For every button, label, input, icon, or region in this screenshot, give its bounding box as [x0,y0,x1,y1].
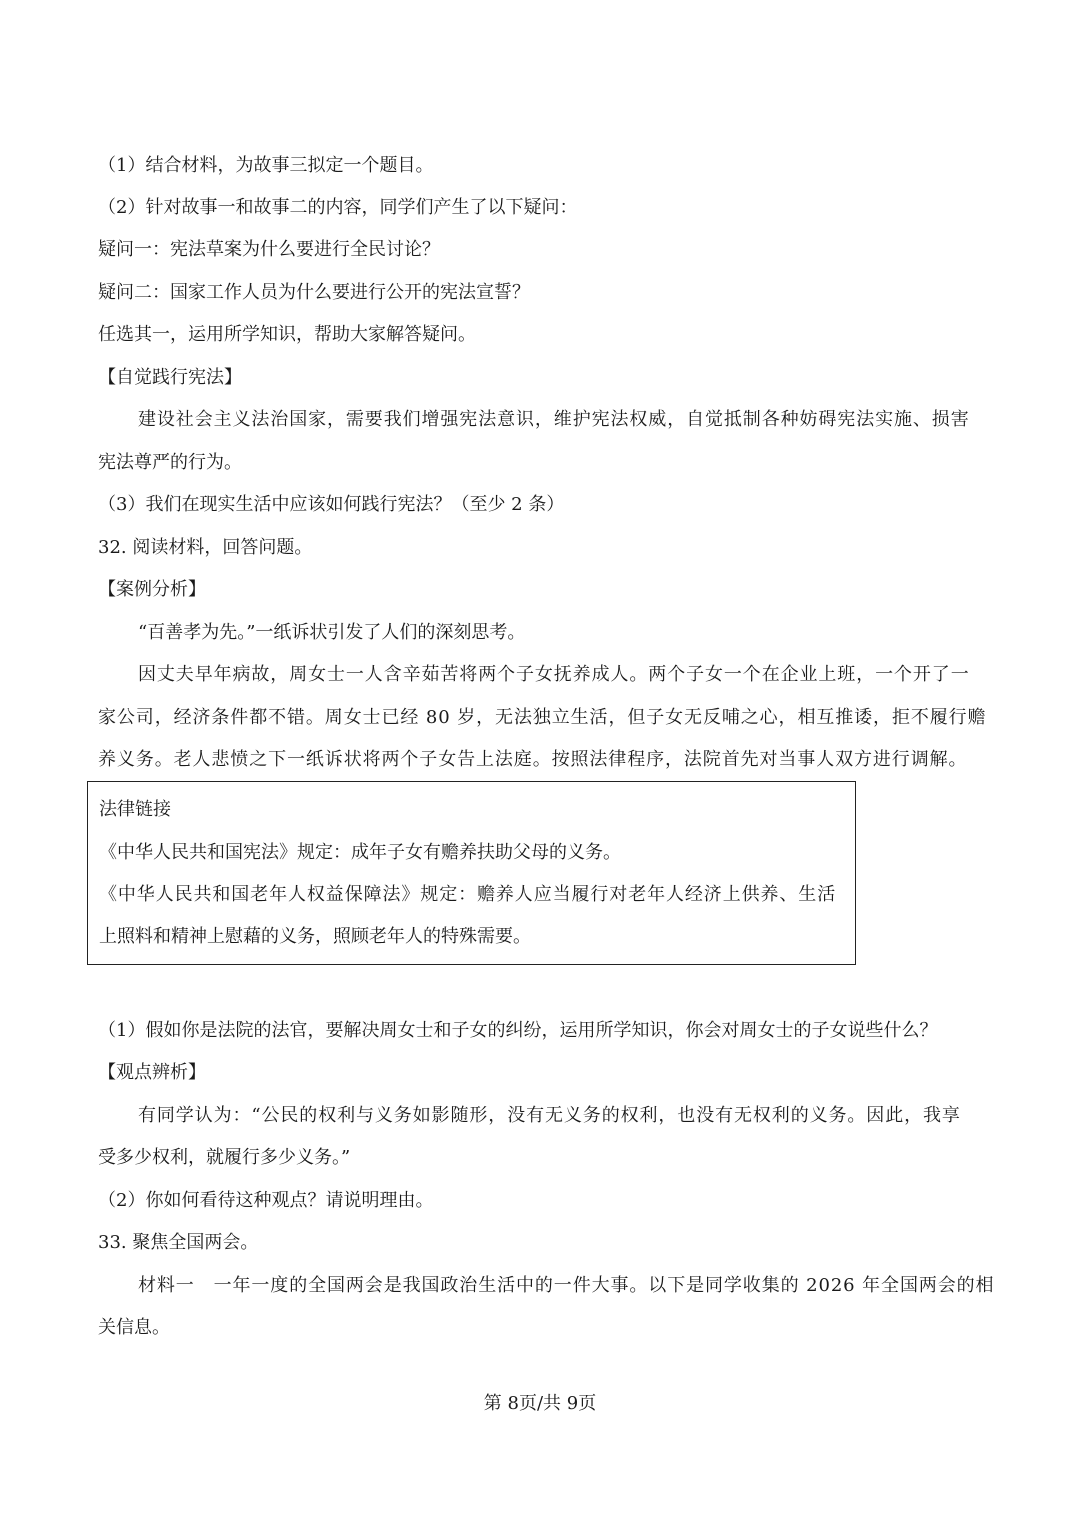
practice-paragraph-line-2: 宪法尊严的行为。 [98,452,242,473]
choose-one-instruction: 任选其一，运用所学知识，帮助大家解答疑问。 [98,324,476,345]
case-quote: “百善孝为先。”一纸诉状引发了人们的深刻思考。 [138,622,526,643]
question-32-part-1: （1）假如你是法院的法官，要解决周女士和子女的纠纷，运用所学知识，你会对周女士的子女说些什么？ [98,1020,938,1041]
viewpoint-paragraph-line-1: 有同学认为：“公民的权利与义务如影随形，没有无义务的权利，也没有无权利的义务。因此，我享 [138,1105,961,1126]
doubt-one: 疑问一：宪法草案为什么要进行全民讨论？ [98,239,440,260]
material-one-line-2: 关信息。 [98,1317,170,1338]
question-32-part-2: （2）你如何看待这种观点？请说明理由。 [98,1190,434,1211]
law-link-box [87,781,856,965]
case-paragraph-line-2: 家公司，经济条件都不错。周女士已经 80 岁，无法独立生活，但子女无反哺之心，相互推诿，拒不履行赡 [98,707,987,728]
question-31-part-2: （2）针对故事一和故事二的内容，同学们产生了以下疑问： [98,197,578,218]
case-paragraph-line-3: 养义务。老人悲愤之下一纸诉状将两个子女告上法庭。按照法律程序，法院首先对当事人双方进行调解。 [98,749,968,770]
law-link-line-1: 《中华人民共和国宪法》规定：成年子女有赡养扶助父母的义务。 [99,842,621,863]
section-heading-viewpoint-analysis: 【观点辨析】 [98,1062,206,1083]
law-link-title: 法律链接 [99,799,171,820]
section-heading-case-analysis: 【案例分析】 [98,579,206,600]
page-number-footer: 第 8页/共 9页 [483,1393,597,1414]
viewpoint-paragraph-line-2: 受多少权利，就履行多少义务。” [98,1147,351,1168]
material-one-line-1: 材料一 一年一度的全国两会是我国政治生活中的一件大事。以下是同学收集的 2026 年全国两会的相 [138,1275,995,1296]
question-31-part-1: （1）结合材料，为故事三拟定一个题目。 [98,155,434,176]
question-31-part-3: （3）我们在现实生活中应该如何践行宪法？（至少 2 条） [98,494,565,515]
law-link-line-2: 《中华人民共和国老年人权益保障法》规定：赡养人应当履行对老年人经济上供养、生活 [99,884,837,905]
question-33-title: 33. 聚焦全国两会。 [98,1232,259,1253]
section-heading-practice-constitution: 【自觉践行宪法】 [98,367,242,388]
case-paragraph-line-1: 因丈夫早年病故，周女士一人含辛茹苦将两个子女抚养成人。两个子女一个在企业上班，一个开了一 [138,664,970,685]
practice-paragraph-line-1: 建设社会主义法治国家，需要我们增强宪法意识，维护宪法权威，自觉抵制各种妨碍宪法实施、损害 [138,409,970,430]
doubt-two: 疑问二：国家工作人员为什么要进行公开的宪法宣誓？ [98,282,530,303]
law-link-line-3: 上照料和精神上慰藉的义务，照顾老年人的特殊需要。 [99,926,531,947]
question-32-title: 32. 阅读材料，回答问题。 [98,537,313,558]
